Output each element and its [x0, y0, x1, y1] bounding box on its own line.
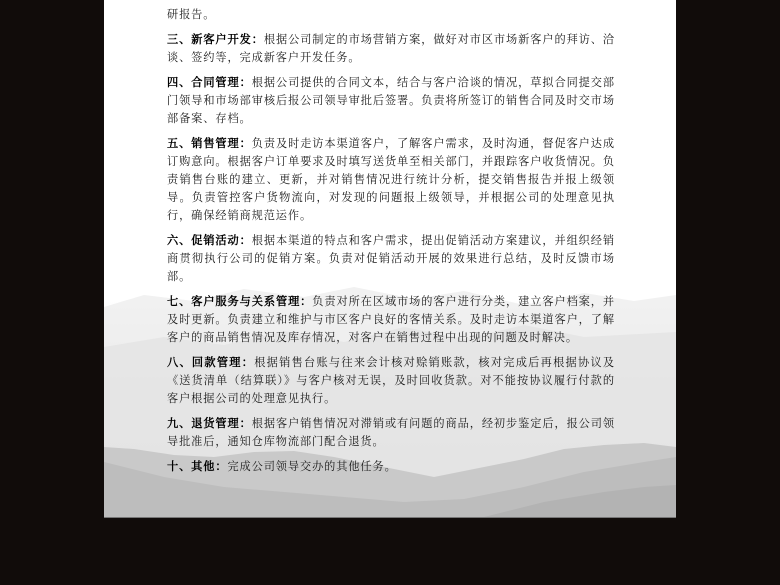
section-body: 根据公司制定的市场营销方案，做好对市区市场新客户的拜访、洽谈、签约等，完成新客户开发任务。 [167, 33, 615, 64]
section-8-payment-collection [167, 354, 615, 407]
section-heading: 四、合同管理： [167, 75, 252, 90]
section-heading: 八、回款管理： [167, 354, 255, 369]
section-body: 根据本渠道的特点和客户需求，提出促销活动方案建议，并组织经销商贯彻执行公司的促销方案。负责对促销活动开展的效果进行总结，及时反馈市场部。 [167, 233, 615, 283]
section-body: 负责对所在区域市场的客户进行分类，建立客户档案，并及时更新。负责建立和维护与市区客户良好的客情关系。及时走访本渠道客户，了解客户的商品销售情况及库存情况，对客户在销售过程中出现的问题及时解决。 [167, 294, 615, 344]
document-body [167, 0, 615, 483]
section-7-customer-service [167, 293, 615, 346]
section-heading: 五、销售管理： [167, 136, 252, 151]
fragment-text: 研报告。 [167, 7, 216, 21]
section-heading: 三、新客户开发： [167, 32, 264, 47]
section-heading: 七、客户服务与关系管理： [167, 293, 313, 308]
section-10-other [167, 458, 615, 476]
section-heading: 九、退货管理： [167, 415, 252, 430]
section-4-contract-management [167, 74, 615, 127]
section-body: 根据销售台账与往来会计核对赊销账款，核对完成后再根据协议及《送货清单（结算联）》与客户核对无误，及时回收货款。对不能按协议履行付款的客户根据公司的处理意见执行。 [167, 355, 615, 405]
section-body: 根据公司提供的合同文本，结合与客户洽谈的情况，草拟合同提交部门领导和市场部审核后报公司领导审批后签署。负责将所签订的销售合同及时交市场部备案、存档。 [167, 76, 615, 125]
section-5-sales-management [167, 135, 615, 224]
section-body: 完成公司领导交办的其他任务。 [227, 460, 397, 474]
section-9-returns-management [167, 415, 615, 451]
previous-section-fragment [167, 0, 615, 24]
section-3-new-customer-development [167, 31, 615, 67]
section-heading: 十、其他： [167, 459, 228, 474]
section-6-promotion-activities [167, 232, 615, 285]
document-page [104, 0, 676, 517]
section-body: 根据客户销售情况对滞销或有问题的商品，经初步鉴定后，报公司领导批准后，通知仓库物流部门配合退货。 [167, 416, 615, 448]
section-body: 负责及时走访本渠道客户，了解客户需求，及时沟通，督促客户达成订购意向。根据客户订单要求及时填写送货单至相关部门，并跟踪客户收货情况。负责销售台账的建立、更新，并对销售情况进行统计分析，提交销售报告并报上级领导。负责管控客户货物流向，对发现的问题报上级领导，并根据公司的处理意见执行，确保经销商规范运作。 [167, 137, 615, 222]
section-heading: 六、促销活动： [167, 232, 252, 247]
